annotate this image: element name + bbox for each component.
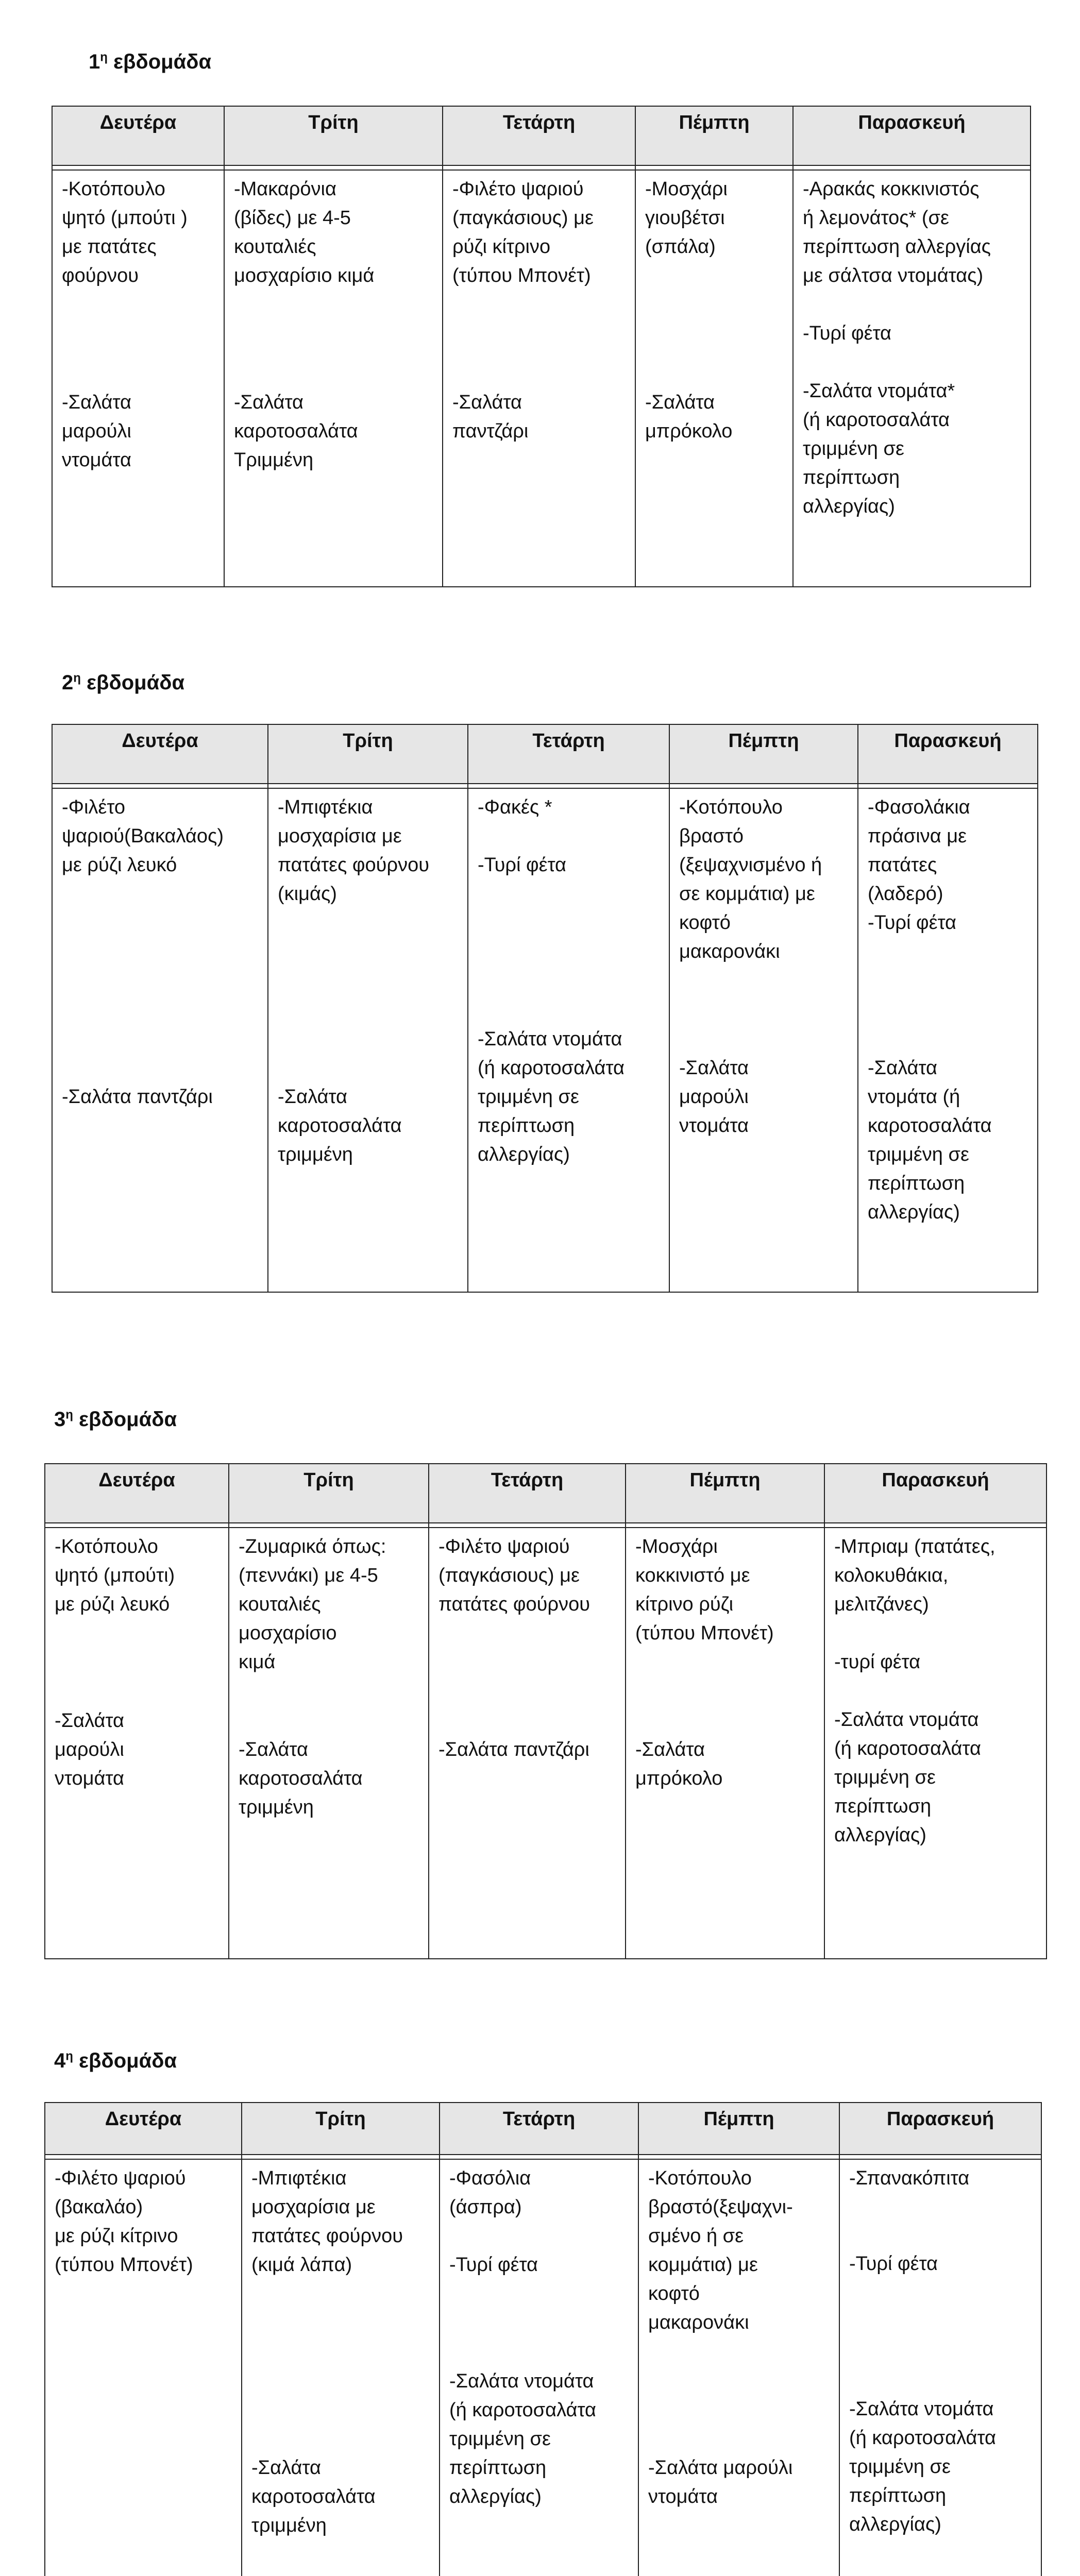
main-dish-line: -Φιλέτο ψαριού xyxy=(438,1536,570,1557)
main-dish-line: (σπάλα) xyxy=(645,236,716,258)
week-number: 3 xyxy=(54,1408,66,1431)
salad-line: ντομάτα xyxy=(679,1115,749,1137)
main-dish-line: με σάλτσα ντομάτας) xyxy=(803,265,984,286)
salad-line: αλλεργίας) xyxy=(868,1201,960,1223)
day-header: Τρίτη xyxy=(229,1464,429,1523)
main-dish-line: γιουβέτσι xyxy=(645,207,725,229)
meal-cell xyxy=(858,788,1038,1292)
main-dish-line: πράσινα με xyxy=(868,825,967,847)
main-dish-line: (παγκάσιους) με xyxy=(452,207,594,229)
salad-line: -Σαλάτα xyxy=(55,1710,124,1732)
salad-line: -Σαλάτα παντζάρι xyxy=(438,1739,589,1760)
salad-line: καροτοσαλάτα xyxy=(278,1115,402,1137)
main-dish-line: κιμά xyxy=(239,1651,276,1673)
main-dish-line: μελιτζάνες) xyxy=(834,1594,929,1615)
meal-cell xyxy=(268,788,468,1292)
day-header: Δευτέρα xyxy=(52,106,224,165)
header-gap xyxy=(229,1523,429,1528)
day-header: Τρίτη xyxy=(224,106,443,165)
week-label: εβδομάδα xyxy=(87,671,185,694)
day-header: Δευτέρα xyxy=(45,2103,242,2155)
header-gap xyxy=(45,1523,229,1528)
day-header: Τετάρτη xyxy=(440,2103,638,2155)
salad-line: τριμμένη σε xyxy=(868,1144,969,1165)
main-dish-line: -Ζυμαρικά όπως: xyxy=(239,1536,386,1557)
header-gap xyxy=(638,2155,839,2159)
header-gap xyxy=(635,165,793,170)
header-gap xyxy=(824,1523,1047,1528)
main-dish-line: κουταλιές xyxy=(239,1594,321,1615)
extra-item-line: -Τυρί φέτα xyxy=(449,2254,538,2276)
main-dish-line: πατάτες φούρνου xyxy=(251,2225,403,2247)
main-dish-line: ρύζι κίτρινο xyxy=(452,236,551,258)
salad-line: περίπτωση xyxy=(449,2457,547,2479)
main-dish-line: κουταλιές xyxy=(234,236,316,258)
main-dish-line: -Τυρί φέτα xyxy=(868,912,957,934)
salad-line: -Σαλάτα xyxy=(234,392,303,413)
day-header: Παρασκευή xyxy=(858,724,1038,784)
main-dish-line: κοκκινιστό με xyxy=(635,1565,750,1586)
salad-line: -Σαλάτα xyxy=(679,1057,749,1079)
salad-line: τριμμένη σε xyxy=(478,1086,579,1108)
main-dish-line: σμένο ή σε xyxy=(648,2225,744,2247)
main-dish-line: κομμάτια) με xyxy=(648,2254,758,2276)
main-dish-line: -Φασόλια xyxy=(449,2167,531,2189)
salad-line: τριμμένη xyxy=(251,2515,327,2536)
main-dish-line: (κιμά λάπα) xyxy=(251,2254,352,2276)
meal-cell xyxy=(824,1528,1047,1959)
week-number-suffix: η xyxy=(100,50,108,64)
main-dish-line: -Μπριαμ (πατάτες, xyxy=(834,1536,995,1557)
week-title xyxy=(89,52,211,72)
main-dish-line: ψητό (μπούτι) xyxy=(55,1565,175,1586)
main-dish-line: μοσχαρίσια με xyxy=(278,825,402,847)
salad-line: -Σαλάτα xyxy=(278,1086,347,1108)
salad-line: αλλεργίας) xyxy=(834,1824,926,1846)
main-dish-line: με ρύζι λευκό xyxy=(55,1594,170,1615)
meal-cell xyxy=(443,170,635,587)
salad-line: (ή καροτοσαλάτα xyxy=(803,409,950,431)
salad-line: μαρούλι xyxy=(679,1086,749,1108)
salad-line: περίπτωση xyxy=(868,1173,965,1194)
week-label: εβδομάδα xyxy=(79,1408,177,1431)
weekly-menu-table xyxy=(52,106,1031,587)
main-dish-line: (τύπου Μπονέτ) xyxy=(452,265,591,286)
salad-line: τριμμένη σε xyxy=(849,2456,951,2478)
main-dish-line: -Κοτόπουλο xyxy=(648,2167,752,2189)
day-header: Πέμπτη xyxy=(638,2103,839,2155)
main-dish-line: -Αρακάς κοκκινιστός xyxy=(803,178,980,200)
main-dish-line: -Κοτόπουλο xyxy=(55,1536,158,1557)
salad-line: αλλεργίας) xyxy=(449,2486,542,2507)
main-dish-line: -Μπιφτέκια xyxy=(278,796,373,818)
weekly-menu-table xyxy=(44,2102,1042,2576)
meal-cell xyxy=(45,2159,242,2576)
salad-line: ντομάτα xyxy=(648,2486,718,2507)
main-dish-line: (τύπου Μπονέτ) xyxy=(55,2254,193,2276)
day-header: Πέμπτη xyxy=(635,106,793,165)
main-dish-line: (βακαλάο) xyxy=(55,2196,143,2218)
week-title xyxy=(54,1409,177,1430)
salad-line: αλλεργίας) xyxy=(478,1144,570,1165)
main-dish-line: με ρύζι κίτρινο xyxy=(55,2225,178,2247)
salad-line: -Σαλάτα xyxy=(239,1739,308,1760)
main-dish-line: με πατάτες xyxy=(62,236,157,258)
meal-cell xyxy=(242,2159,440,2576)
salad-line: Τριμμένη xyxy=(234,449,314,471)
salad-line: καροτοσαλάτα xyxy=(239,1768,363,1789)
meal-cell xyxy=(626,1528,824,1959)
meal-cell xyxy=(793,170,1031,587)
main-dish-line: μακαρονάκι xyxy=(648,2312,749,2333)
meal-cell xyxy=(638,2159,839,2576)
meal-cell xyxy=(429,1528,626,1959)
main-dish-line: μακαρονάκι xyxy=(679,941,780,962)
header-gap xyxy=(52,784,268,788)
extra-item-line: -Τυρί φέτα xyxy=(478,854,567,876)
salad-line: αλλεργίας) xyxy=(849,2514,941,2535)
day-header: Πέμπτη xyxy=(626,1464,824,1523)
main-dish-line: -Φιλέτο ψαριού xyxy=(452,178,584,200)
salad-line: περίπτωση xyxy=(834,1795,932,1817)
main-dish-line: με ρύζι λευκό xyxy=(62,854,177,876)
salad-line: -Σαλάτα ντομάτα* xyxy=(803,380,955,402)
salad-line: τριμμένη σε xyxy=(834,1767,936,1788)
salad-line: -Σαλάτα ντομάτα xyxy=(834,1709,979,1731)
main-dish-line: φούρνου xyxy=(62,265,139,286)
header-gap xyxy=(224,165,443,170)
salad-line: τριμμένη xyxy=(278,1144,353,1165)
main-dish-line: ψαριού(Βακαλάος) xyxy=(62,825,224,847)
day-header: Παρασκευή xyxy=(839,2103,1041,2155)
salad-line: ντομάτα xyxy=(62,449,131,471)
week-number-suffix: η xyxy=(65,2049,73,2063)
salad-line: καροτοσαλάτα xyxy=(868,1115,992,1137)
extra-item-line: -Τυρί φέτα xyxy=(849,2253,938,2275)
week-title xyxy=(54,2050,177,2071)
day-header: Πέμπτη xyxy=(669,724,858,784)
main-dish-line: (βίδες) με 4-5 xyxy=(234,207,351,229)
header-gap xyxy=(242,2155,440,2159)
salad-line: -Σαλάτα παντζάρι xyxy=(62,1086,213,1108)
main-dish-line: μοσχαρίσιο xyxy=(239,1622,337,1644)
extra-item-line: -Τυρί φέτα xyxy=(803,323,892,344)
meal-cell xyxy=(52,788,268,1292)
salad-line: -Σαλάτα ντομάτα xyxy=(478,1028,622,1050)
main-dish-line: -Φιλέτο ψαριού xyxy=(55,2167,186,2189)
meal-cell xyxy=(229,1528,429,1959)
meal-cell xyxy=(839,2159,1041,2576)
day-header: Δευτέρα xyxy=(45,1464,229,1523)
salad-line: (ή καροτοσαλάτα xyxy=(449,2399,596,2421)
main-dish-line: πατάτες xyxy=(868,854,937,876)
day-header: Τετάρτη xyxy=(443,106,635,165)
main-dish-line: (άσπρα) xyxy=(449,2196,522,2218)
main-dish-line: -Μοσχάρι xyxy=(645,178,728,200)
main-dish-line: (ξεψαχνισμένο ή xyxy=(679,854,822,876)
salad-line: -Σαλάτα xyxy=(452,392,522,413)
main-dish-line: -Μοσχάρι xyxy=(635,1536,718,1557)
meal-cell xyxy=(52,170,224,587)
salad-line: μαρούλι xyxy=(55,1739,124,1760)
day-header: Παρασκευή xyxy=(824,1464,1047,1523)
salad-line: περίπτωση xyxy=(849,2485,947,2506)
header-gap xyxy=(839,2155,1041,2159)
main-dish-line: κολοκυθάκια, xyxy=(834,1565,949,1586)
week-title xyxy=(62,672,184,693)
main-dish-line: (πεννάκι) με 4-5 xyxy=(239,1565,378,1586)
header-gap xyxy=(793,165,1031,170)
salad-line: -Σαλάτα xyxy=(645,392,715,413)
header-gap xyxy=(52,165,224,170)
main-dish-line: μοσχαρίσιο κιμά xyxy=(234,265,375,286)
salad-line: -Σαλάτα xyxy=(62,392,131,413)
week-number: 1 xyxy=(89,50,100,73)
salad-line: περίπτωση xyxy=(803,467,900,488)
main-dish-line: κοφτό xyxy=(679,912,731,934)
salad-line: -Σαλάτα ντομάτα xyxy=(449,2370,594,2392)
salad-line: τριμμένη xyxy=(239,1797,314,1818)
salad-line: παντζάρι xyxy=(452,420,529,442)
salad-line: -Σαλάτα μαρούλι xyxy=(648,2457,793,2479)
weekly-menu-table xyxy=(44,1463,1047,1959)
meal-cell xyxy=(45,1528,229,1959)
main-dish-line: κίτρινο ρύζι xyxy=(635,1594,734,1615)
main-dish-line: -Κοτόπουλο xyxy=(679,796,783,818)
weekly-menu-table xyxy=(52,724,1038,1293)
salad-line: μπρόκολο xyxy=(635,1768,723,1789)
salad-line: (ή καροτοσαλάτα xyxy=(834,1738,981,1759)
meal-cell xyxy=(669,788,858,1292)
salad-line: -Σαλάτα xyxy=(251,2457,321,2479)
day-header: Παρασκευή xyxy=(793,106,1031,165)
salad-line: ντομάτα (ή xyxy=(868,1086,960,1108)
extra-item-line: -τυρί φέτα xyxy=(834,1651,921,1673)
header-gap xyxy=(626,1523,824,1528)
main-dish-line: μοσχαρίσια με xyxy=(251,2196,376,2218)
header-gap xyxy=(268,784,468,788)
meal-cell xyxy=(635,170,793,587)
header-gap xyxy=(858,784,1038,788)
header-gap xyxy=(45,2155,242,2159)
header-gap xyxy=(443,165,635,170)
day-header: Τετάρτη xyxy=(429,1464,626,1523)
salad-line: -Σαλάτα ντομάτα xyxy=(849,2398,994,2420)
salad-line: περίπτωση xyxy=(478,1115,575,1137)
main-dish-line: πατάτες φούρνου xyxy=(278,854,429,876)
salad-line: μπρόκολο xyxy=(645,420,733,442)
day-header: Δευτέρα xyxy=(52,724,268,784)
main-dish-line: (τύπου Μπονέτ) xyxy=(635,1622,774,1644)
main-dish-line: σε κομμάτια) με xyxy=(679,883,815,905)
week-number: 4 xyxy=(54,2049,66,2072)
week-number: 2 xyxy=(62,671,74,694)
week-number-suffix: η xyxy=(65,1408,73,1422)
salad-line: αλλεργίας) xyxy=(803,496,895,517)
salad-line: ντομάτα xyxy=(55,1768,124,1789)
salad-line: μαρούλι xyxy=(62,420,131,442)
main-dish-line: -Φασολάκια xyxy=(868,796,970,818)
main-dish-line: (παγκάσιους) με xyxy=(438,1565,580,1586)
header-gap xyxy=(429,1523,626,1528)
main-dish-line: (λαδερό) xyxy=(868,883,943,905)
header-gap xyxy=(468,784,669,788)
salad-line: καροτοσαλάτα xyxy=(251,2486,376,2507)
salad-line: -Σαλάτα xyxy=(868,1057,937,1079)
main-dish-line: βραστό xyxy=(679,825,744,847)
main-dish-line: ψητό (μπούτι ) xyxy=(62,207,188,229)
main-dish-line: -Κοτόπουλο xyxy=(62,178,165,200)
header-gap xyxy=(669,784,858,788)
main-dish-line: περίπτωση αλλεργίας xyxy=(803,236,991,258)
main-dish-line: -Μακαρόνια xyxy=(234,178,336,200)
main-dish-line: -Σπανακόπιτα xyxy=(849,2167,970,2189)
day-header: Τετάρτη xyxy=(468,724,669,784)
main-dish-line: -Φιλέτο xyxy=(62,796,125,818)
day-header: Τρίτη xyxy=(268,724,468,784)
salad-line: τριμμένη σε xyxy=(449,2428,551,2450)
meal-cell xyxy=(468,788,669,1292)
header-gap xyxy=(440,2155,638,2159)
salad-line: -Σαλάτα xyxy=(635,1739,705,1760)
main-dish-line: βραστό(ξεψαχνι- xyxy=(648,2196,793,2218)
meal-cell xyxy=(224,170,443,587)
week-label: εβδομάδα xyxy=(113,50,212,73)
main-dish-line: ή λεμονάτος* (σε xyxy=(803,207,949,229)
salad-line: καροτοσαλάτα xyxy=(234,420,358,442)
main-dish-line: -Φακές * xyxy=(478,796,552,818)
week-number-suffix: η xyxy=(73,671,81,685)
day-header: Τρίτη xyxy=(242,2103,440,2155)
salad-line: (ή καροτοσαλάτα xyxy=(478,1057,625,1079)
main-dish-line: κοφτό xyxy=(648,2283,700,2304)
week-label: εβδομάδα xyxy=(79,2049,177,2072)
main-dish-line: (κιμάς) xyxy=(278,883,337,905)
main-dish-line: πατάτες φούρνου xyxy=(438,1594,590,1615)
meal-cell xyxy=(440,2159,638,2576)
salad-line: τριμμένη σε xyxy=(803,438,904,460)
salad-line: (ή καροτοσαλάτα xyxy=(849,2427,996,2449)
main-dish-line: -Μπιφτέκια xyxy=(251,2167,347,2189)
